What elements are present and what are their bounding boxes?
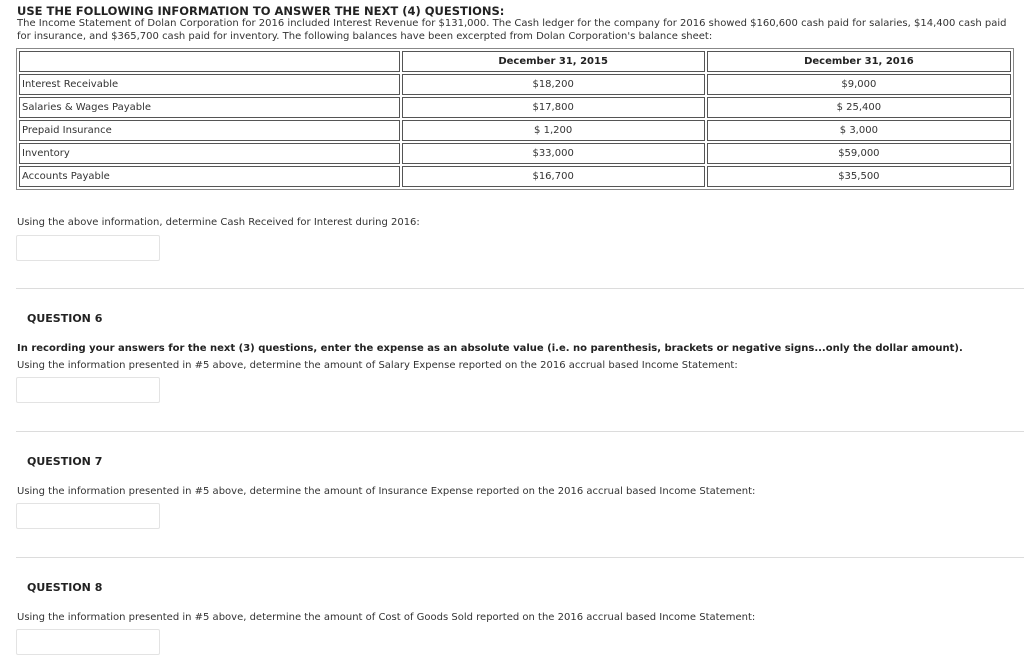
q7-prompt: Using the information presented in #5 above, determine the amount of Insurance Expense reported on the 2016 accrual based Income Statement: [17,486,756,497]
q6-instruction: In recording your answers for the next (3) questions, enter the expense as an absolute value (i.e. no parenthesis, brackets or negative signs...only the dollar amount). [17,343,963,354]
table-header-blank [19,51,400,72]
q6-prompt: Using the information presented in #5 above, determine the amount of Salary Expense reported on the 2016 accrual based Income Statement: [17,360,738,371]
q6-answer-input[interactable] [16,377,160,403]
row-label: Prepaid Insurance [19,120,400,141]
row-label: Inventory [19,143,400,164]
table-header-2015: December 31, 2015 [402,51,705,72]
q8-prompt: Using the information presented in #5 above, determine the amount of Cost of Goods Sold reported on the 2016 accrual based Income Statement: [17,612,756,623]
row-value-2015: $17,800 [402,97,705,118]
table-header-2016: December 31, 2016 [707,51,1011,72]
row-value-2016: $ 3,000 [707,120,1011,141]
row-value-2015: $33,000 [402,143,705,164]
row-label: Accounts Payable [19,166,400,187]
section-heading: USE THE FOLLOWING INFORMATION TO ANSWER THE NEXT (4) QUESTIONS: [17,4,505,18]
table-row [19,74,1011,95]
q5-answer-input[interactable] [16,235,160,261]
table-row [19,97,1011,118]
table-row [19,120,1011,141]
table-row [19,143,1011,164]
divider [16,431,1024,432]
row-value-2016: $9,000 [707,74,1011,95]
table-row [19,166,1011,187]
row-value-2015: $ 1,200 [402,120,705,141]
q8-title: QUESTION 8 [27,581,103,594]
q6-title: QUESTION 6 [27,312,103,325]
q5-prompt: Using the above information, determine Cash Received for Interest during 2016: [17,217,420,228]
row-label: Interest Receivable [19,74,400,95]
q8-answer-input[interactable] [16,629,160,655]
balance-table [16,48,1014,190]
divider [16,557,1024,558]
row-value-2016: $ 25,400 [707,97,1011,118]
row-value-2015: $16,700 [402,166,705,187]
row-value-2016: $35,500 [707,166,1011,187]
intro-text: The Income Statement of Dolan Corporation for 2016 included Interest Revenue for $131,000. The Cash ledger for the company for 2016 showed $160,600 cash paid for salaries, $14,400 cash paid for insurance, and $365,700 cash paid for inventory. The following balances have been excerpted from Dolan Corporation's balance sheet: [17,18,1007,42]
row-label: Salaries & Wages Payable [19,97,400,118]
table-header-row [19,51,1011,72]
q7-title: QUESTION 7 [27,455,103,468]
row-value-2015: $18,200 [402,74,705,95]
divider [16,288,1024,289]
q7-answer-input[interactable] [16,503,160,529]
row-value-2016: $59,000 [707,143,1011,164]
